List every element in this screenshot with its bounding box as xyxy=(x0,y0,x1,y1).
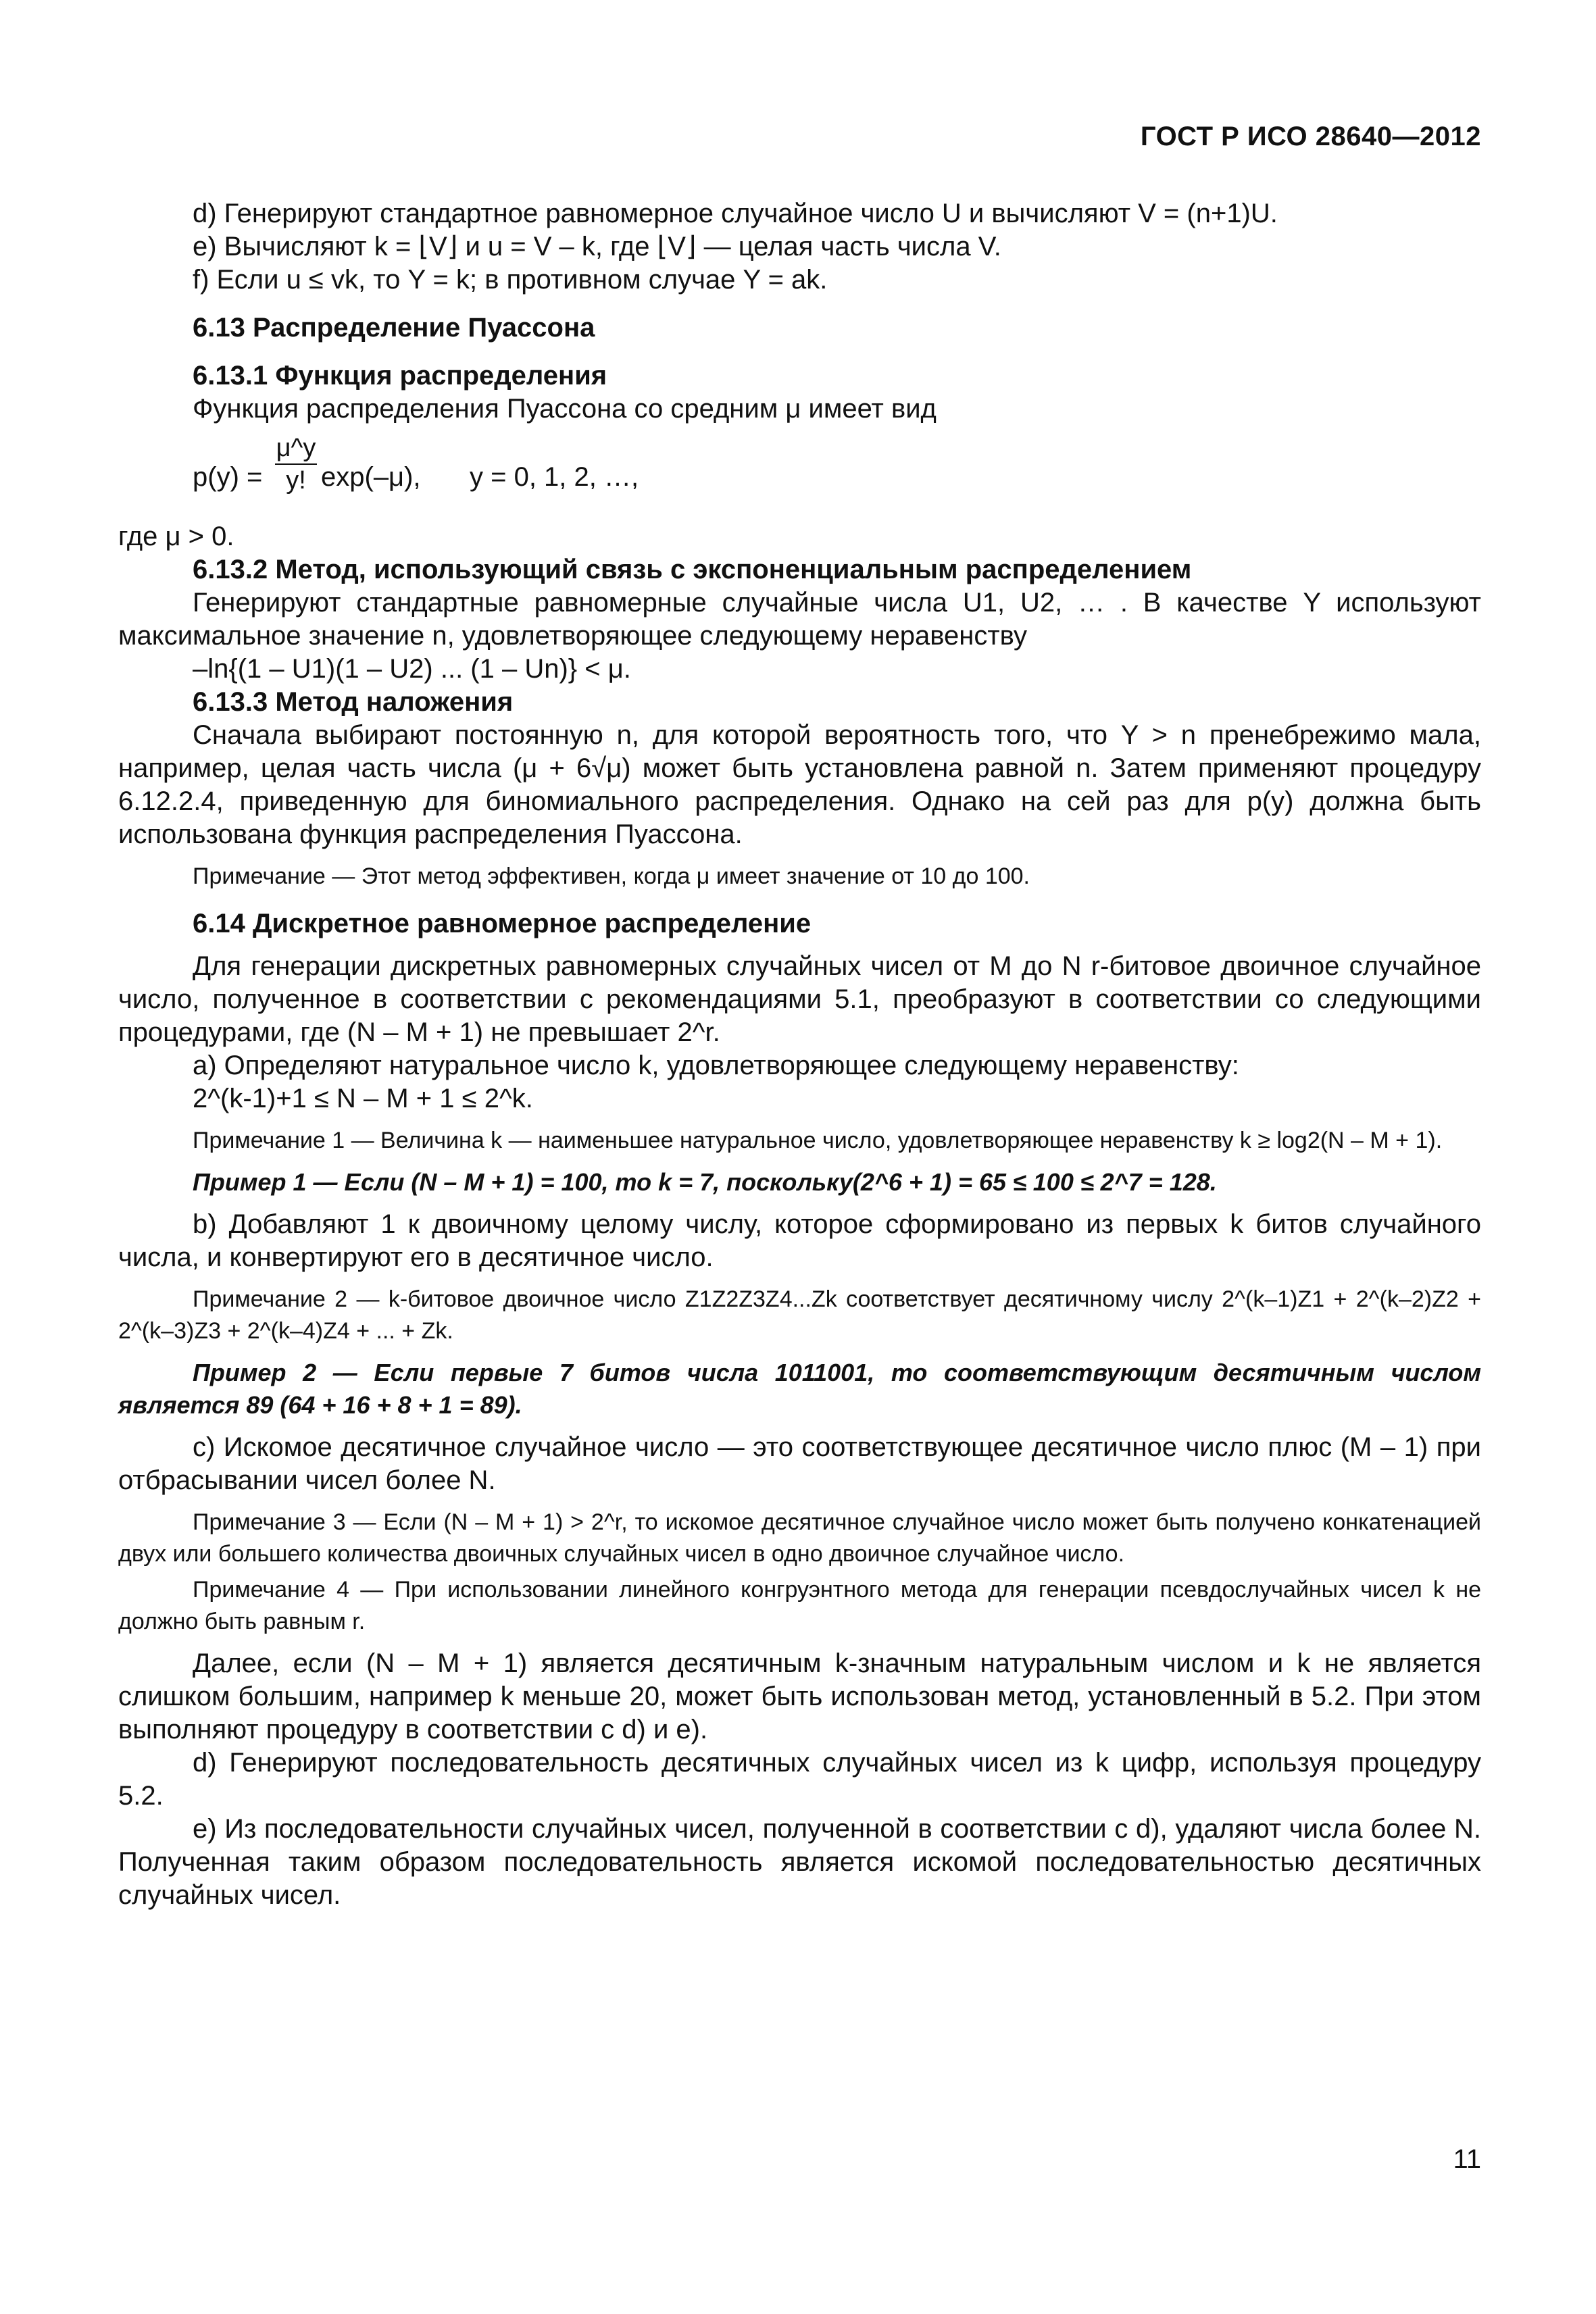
paragraph-further: Далее, если (N – M + 1) является десятичным k-значным натуральным числом и k не является слишком большим, например k меньше 20, может быть использован метод, установленный в 5.2. При этом выполняют процедуру в соответствии с d) и e). xyxy=(118,1649,1481,1744)
page-body xyxy=(118,197,1481,1912)
section-title-6-14: 6.14 Дискретное равномерное распределение xyxy=(193,909,812,938)
item-e-calculate: e) Вычисляют k = ⌊V⌋ и u = V – k, где ⌊V⌋ — целая часть числа V. xyxy=(193,232,1001,261)
formula-denominator: y! xyxy=(286,466,306,495)
formula-range: y = 0, 1, 2, …, xyxy=(470,462,639,492)
section-title-6-13: 6.13 Распределение Пуассона xyxy=(193,313,595,343)
example-1: Пример 1 — Если (N – M + 1) = 100, то k = 7, поскольку(2^6 + 1) = 65 ≤ 100 ≤ 2^7 = 128. xyxy=(193,1168,1217,1196)
item-a-define: a) Определяют натуральное число k, удовлетворяющее следующему неравенству: xyxy=(193,1051,1239,1080)
item-f-condition: f) Если u ≤ vk, то Y = k; в противном случае Y = ak. xyxy=(193,265,828,295)
note-1: Примечание 1 — Величина k — наименьшее натуральное число, удовлетворяющее неравенству k ≥ log2(N – M + 1). xyxy=(193,1128,1443,1153)
inequality-6-13-2: –ln{(1 – U1)(1 – U2) ... (1 – Un)} < μ. xyxy=(193,654,631,684)
item-d-generate: d) Генерируют стандартное равномерное случайное число U и вычисляют V = (n+1)U. xyxy=(193,199,1278,228)
section-title-6-13-3: 6.13.3 Метод наложения xyxy=(193,687,514,717)
item-c-result: c) Искомое десятичное случайное число — это соответствующее десятичное число плюс (M – 1) при отбрасывании чисел более N. xyxy=(118,1432,1481,1495)
section-title-6-13-1: 6.13.1 Функция распределения xyxy=(193,361,607,391)
note-6-13-3: Примечание — Этот метод эффективен, когда μ имеет значение от 10 до 100. xyxy=(193,863,1030,889)
item-b-add: b) Добавляют 1 к двоичному целому числу, которое сформировано из первых k битов случайного числа, и конвертируют его в десятичное число. xyxy=(118,1209,1481,1272)
inequality-6-14-a: 2^(k-1)+1 ≤ N – M + 1 ≤ 2^k. xyxy=(193,1084,533,1113)
example-2: Пример 2 — Если первые 7 битов числа 1011001, то соответствующим десятичным числом является 89 (64 + 16 + 8 + 1 = 89). xyxy=(118,1359,1481,1419)
poisson-formula xyxy=(118,432,1481,520)
formula-numerator: μ^y xyxy=(275,432,317,465)
formula-condition: где μ > 0. xyxy=(118,522,234,551)
paragraph-6-14-intro: Для генерации дискретных равномерных случайных чисел от M до N r-битовое двоичное случайное число, полученное в соответствии с рекомендациями 5.1, преобразуют в соответствии со следующими процедурами, где (N – M + 1) не превышает 2^r. xyxy=(118,951,1481,1047)
note-2: Примечание 2 — k-битовое двоичное число Z1Z2Z3Z4...Zk соответствует десятичному числу 2^(k–1)Z1 + 2^(k–2)Z2 + 2^(k–3)Z3 + 2^(k–4)Z4 + ... + Zk. xyxy=(118,1286,1481,1344)
paragraph-6-13-2: Генерируют стандартные равномерные случайные числа U1, U2, … . В качестве Y используют максимальное значение n, удовлетворяющее следующему неравенству xyxy=(118,588,1481,651)
standard-id: ГОСТ Р ИСО 28640—2012 xyxy=(1140,122,1481,151)
note-4: Примечание 4 — При использовании линейного конгруэнтного метода для генерации псевдослучайных чисел k не должно быть равным r. xyxy=(118,1577,1481,1634)
paragraph-6-13-1: Функция распределения Пуассона со средним μ имеет вид xyxy=(193,394,937,424)
item-e-remove: e) Из последовательности случайных чисел, полученной в соответствии с d), удаляют числа более N. Полученная таким образом последовательность является искомой последовательностью десятичных случайных чисел. xyxy=(118,1814,1481,1910)
formula-fraction xyxy=(275,432,317,496)
section-title-6-13-2: 6.13.2 Метод, использующий связь с экспоненциальным распределением xyxy=(193,555,1192,584)
paragraph-6-13-3: Сначала выбирают постоянную n, для которой вероятность того, что Y > n пренебрежимо мала, например, целая часть числа (μ + 6√μ) может быть установлена равной n. Затем применяют процедуру 6.12.2.4, приведенную для биномиального распределения. Однако на сей раз для p(y) должна быть использована функция распределения Пуассона. xyxy=(118,720,1481,849)
note-3: Примечание 3 — Если (N – M + 1) > 2^r, то искомое десятичное случайное число может быть получено конкатенацией двух или большего количества двоичных случайных чисел в одно двоичное случайное число. xyxy=(118,1509,1481,1567)
item-d-sequence: d) Генерируют последовательность десятичных случайных чисел из k цифр, используя процедуру 5.2. xyxy=(118,1748,1481,1811)
formula-lhs: p(y) = xyxy=(193,462,263,492)
formula-rhs: exp(–μ), xyxy=(321,462,421,492)
page-number: 11 xyxy=(1453,2144,1481,2174)
